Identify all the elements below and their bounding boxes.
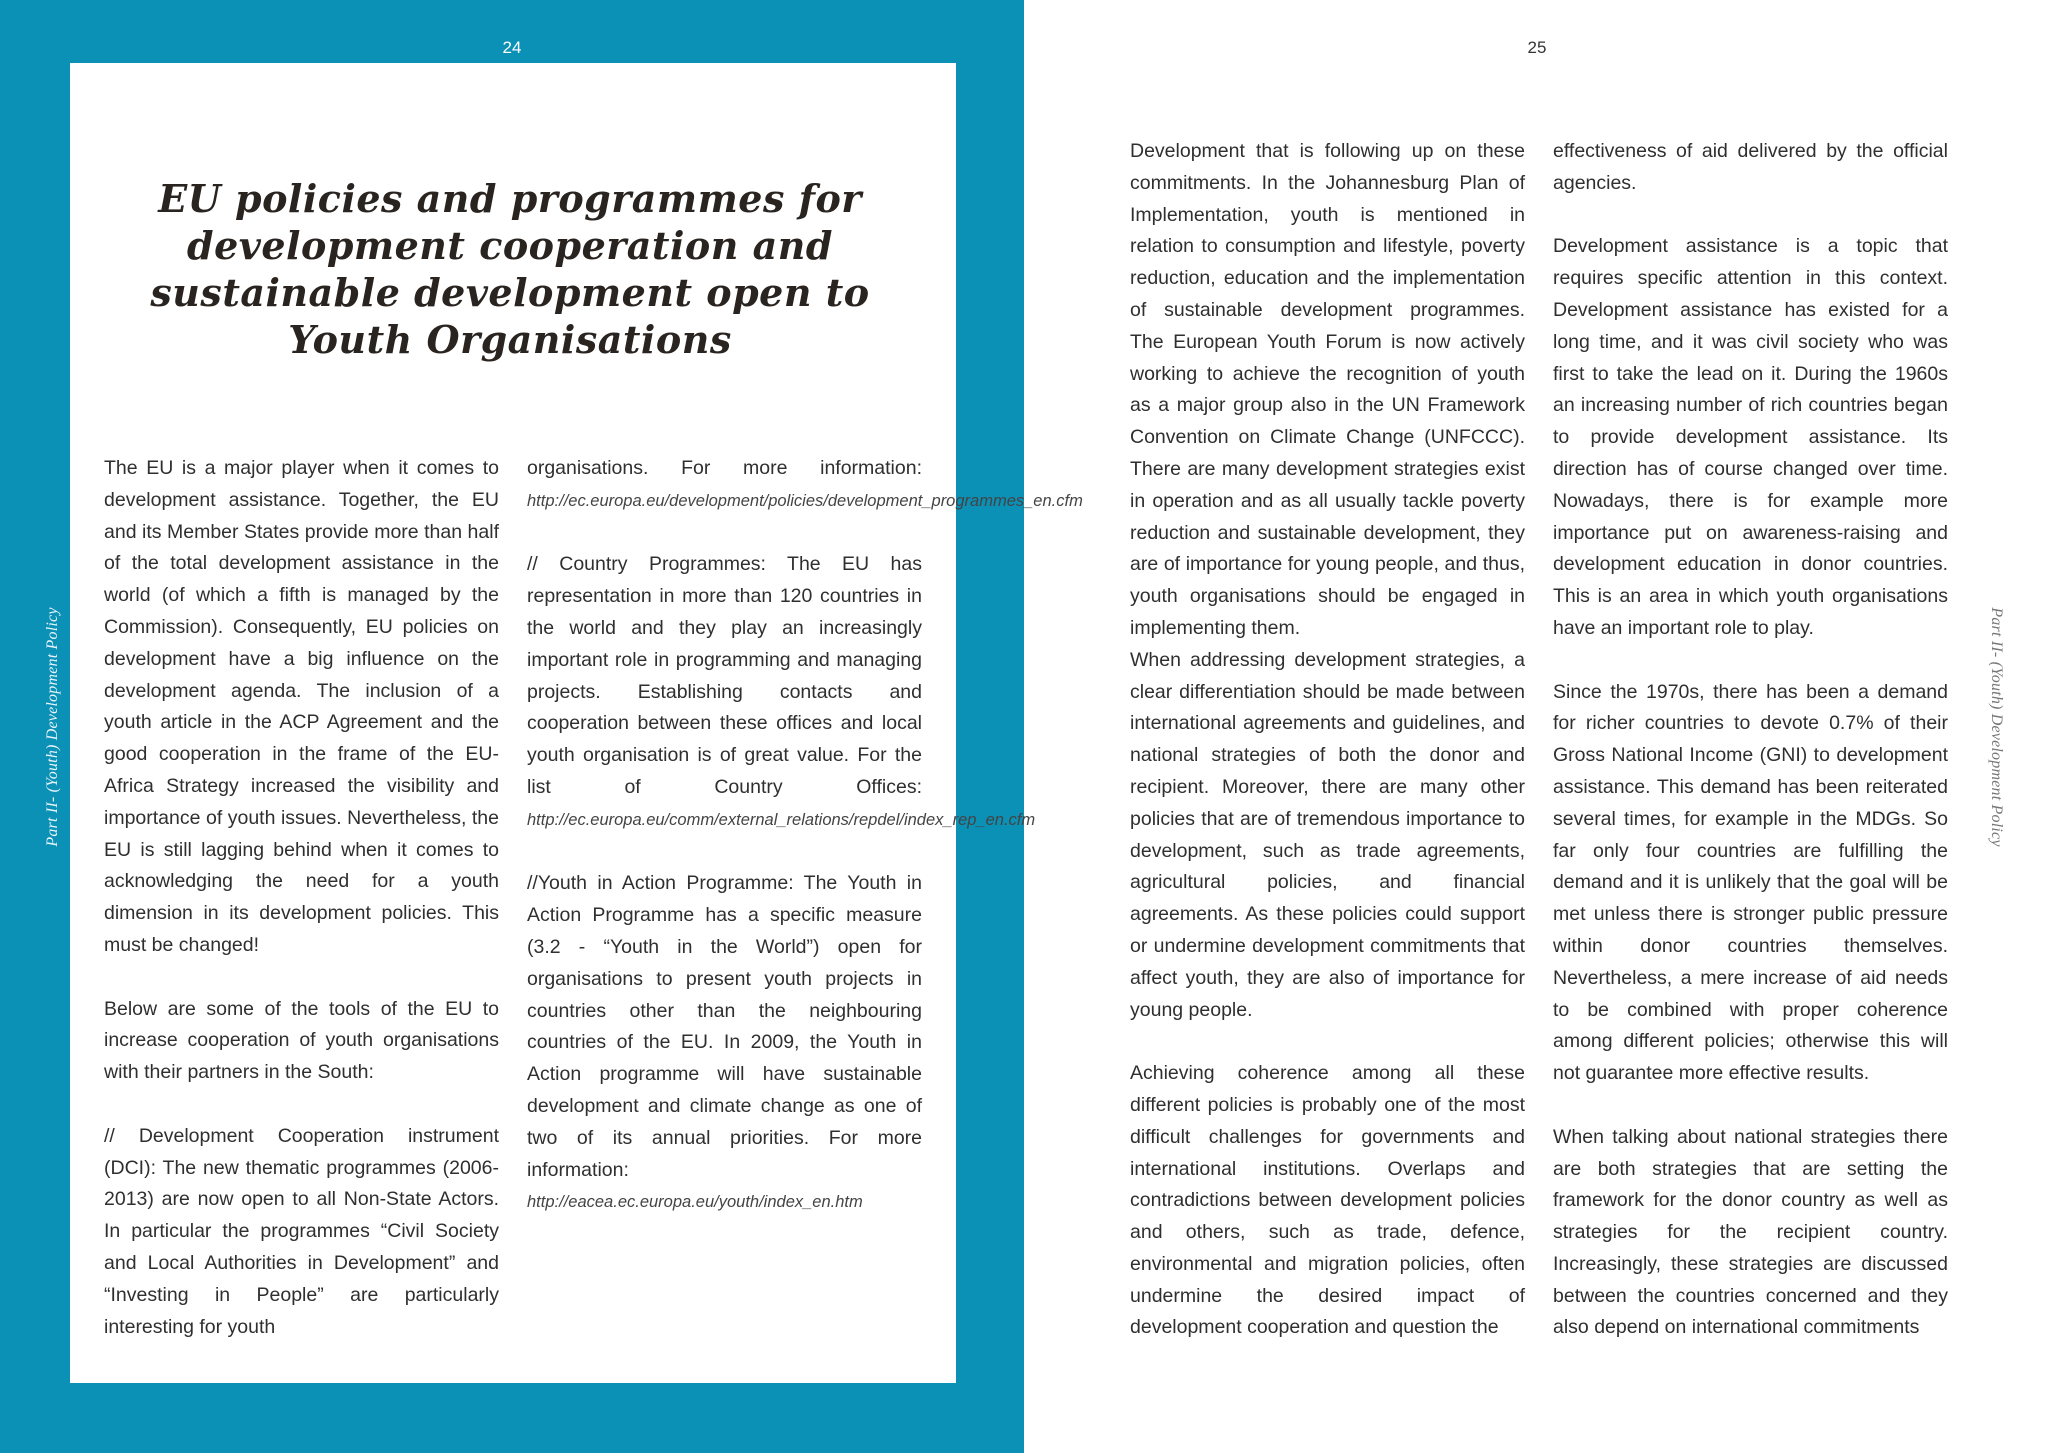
side-label-left: Part II- (Youth) Development Policy: [44, 607, 61, 847]
paragraph: Since the 1970s, there has been a demand for richer countries to devote 0.7% of their Gross National Income (GNI) to development assistance. This demand has been reiterated several times, for example in the MDGs. So far only four countries are fulfilling the demand and it is unlikely that the goal will be met unless there is stronger public pressure within donor countries themselves. Nevertheless, a mere increase of aid needs to be combined with proper coherence among different policies; otherwise this will not guarantee more effective results.: [1553, 680, 1948, 1085]
paragraph: Development assistance is a topic that requires specific attention in this context. Development assistance has existed for a long time, and it was civil society who was first to take the lead on it. During the 1960s an increasing number of rich countries began to provide development assistance. Its direction has of course changed over time. Nowadays, there is for example more importance put on awareness-raising and development education in donor countries. This is an area in which youth organisations have an important role to play.: [1553, 235, 1948, 639]
paragraph: When addressing development strategies, a clear differentiation should be made between international agreements and guidelines, and national strategies of both the donor and recipient. Moreover, there are many other policies that are of tremendous importance to development, such as trade agreements, agricultural policies, and financial agreements. As these policies could support or undermine development commitments that affect youth, they are also of importance for young people.: [1130, 648, 1525, 1021]
left-column-2: [527, 453, 1083, 1219]
paragraph: effectiveness of aid delivered by the official agencies.: [1553, 140, 1948, 194]
paragraph: [527, 549, 1036, 836]
paragraph-text: organisations. For more information:: [527, 457, 922, 479]
paragraph-text: //Youth in Action Programme: The Youth in Action Programme has a specific measure (3.2 - “Youth in the World”) open for organisations to present youth projects in countries other than the neighbouring countries of the EU. In 2009, the Youth in Action programme will have sustainable development and climate change as one of two of its annual priorities. For more information:: [527, 872, 922, 1181]
paragraph: Achieving coherence among all these different policies is probably one of the most difficult challenges for governments and international institutions. Overlaps and contradictions between development policies and others, such as trade, defence, environmental and migration policies, often undermine the desired impact of development cooperation and question the: [1130, 1062, 1525, 1339]
paragraph: [527, 868, 922, 1219]
paragraph: Development that is following up on these commitments. In the Johannesburg Plan of Implementation, youth is mentioned in relation to consumption and lifestyle, poverty reduction, education and the implementation of sustainable development programmes. The European Youth Forum is now actively working to achieve the recognition of youth as a major group also in the UN Framework Convention on Climate Change (UNFCCC). There are many development strategies exist in operation and as all usually tackle poverty reduction and sustainable development, they are of importance for young people, and thus, youth organisations should be engaged in implementing them.: [1130, 140, 1525, 639]
paragraph: // Development Cooperation instrument (DCI): The new thematic programmes (2006-2013) are now open to all Non-State Actors. In particular the programmes “Civil Society and Local Authorities in Development” and “Investing in People” are particularly interesting for youth: [104, 1124, 499, 1338]
left-column-1: [104, 453, 499, 1343]
paragraph: [527, 453, 1083, 518]
paragraph-text: // Country Programmes: The EU has representation in more than 120 countries in the world and they play an increasingly important role in programming and managing projects. Establishing contacts and cooperation between these offices and local youth organisation is of great value. For the list of Country Offices:: [527, 553, 922, 798]
country-offices-link[interactable]: http://ec.europa.eu/comm/external_relations/repdel/index_rep_en.cfm: [527, 810, 1036, 829]
page-number-left: 24: [502, 38, 522, 57]
right-column-2: [1553, 136, 1948, 1344]
page-title: EU policies and programmes for development cooperation and sustainable development open to Youth Organisations: [150, 176, 870, 362]
paragraph: When talking about national strategies there are both strategies that are setting the framework for the donor country as well as strategies for the recipient country. Increasingly, these strategies are discussed between the countries concerned and they also depend on international commitments: [1553, 1125, 1948, 1339]
paragraph: The EU is a major player when it comes to development assistance. Together, the EU and its Member States provide more than half of the total development assistance in the world (of which a fifth is managed by the Commission). Consequently, EU policies on development have a big influence on the development agenda. The inclusion of a youth article in the ACP Agreement and the good cooperation in the frame of the EU-Africa Strategy increased the visibility and importance of youth issues. Nevertheless, the EU is still lagging behind when it comes to acknowledging the need for a youth dimension in its development policies. This must be changed!: [104, 457, 499, 956]
side-label-right: Part II- (Youth) Development Policy: [1988, 607, 2005, 847]
youth-in-action-link[interactable]: http://eacea.ec.europa.eu/youth/index_en.htm: [527, 1193, 863, 1212]
page-number-right: 25: [1527, 38, 1547, 57]
right-column-1: [1130, 136, 1525, 1344]
paragraph: Below are some of the tools of the EU to increase cooperation of youth organisations with their partners in the South:: [104, 997, 499, 1084]
info-link[interactable]: http://ec.europa.eu/development/policies/development_programmes_en.cfm: [527, 491, 1083, 510]
